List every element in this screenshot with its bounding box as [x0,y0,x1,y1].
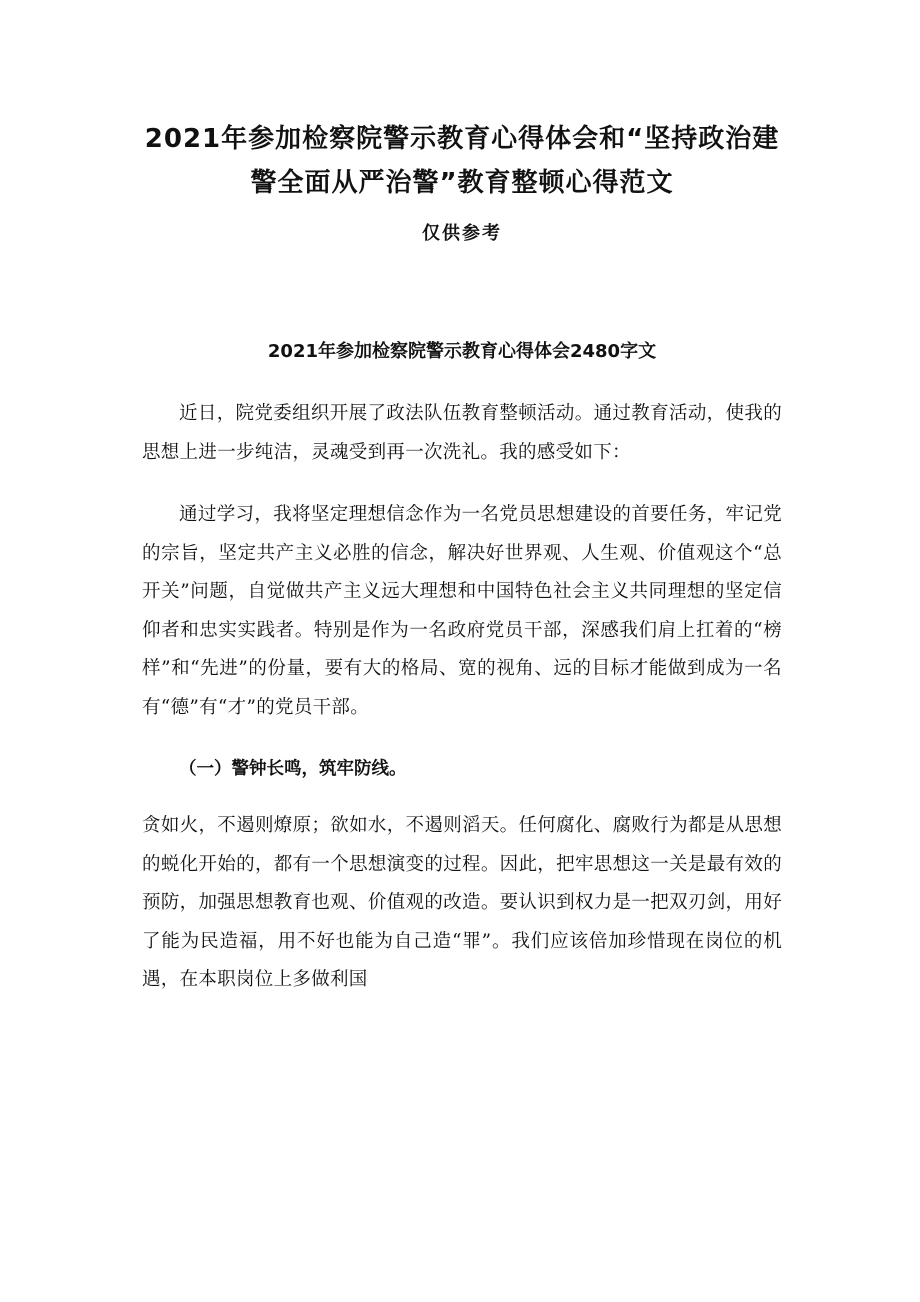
document-subtitle: 仅供参考 [422,223,502,244]
paragraph-study: 通过学习，我将坚定理想信念作为一名党员思想建设的首要任务，牢记党的宗旨，坚定共产主义必胜的信念，解决好世界观、人生观、价值观这个“总开关”问题，自觉做共产主义远大理想和中国特色社会主义共同理想的坚定信仰者和忠实实践者。特别是作为一名政府党员干部，深感我们肩上扛着的“榜样”和“先进”的份量，要有大的格局、宽的视角、远的目标才能做到成为一名有“德”有“才”的党员干部。 [142,504,782,718]
title-line-1: 2021年参加检察院警示教育心得体会和“坚持政治建 [144,124,780,154]
paragraph-intro: 近日，院党委组织开展了政法队伍教育整顿活动。通过教育活动，使我的思想上进一步纯洁，灵魂受到再一次洗礼。我的感受如下： [142,403,782,463]
subheading-alarm: （一）警钟长鸣，筑牢防线。 [179,759,407,779]
section-heading: 2021年参加检察院警示教育心得体会2480字文 [267,341,657,362]
title-line-2: 警全面从严治警”教育整顿心得范文 [250,168,674,198]
document-title [142,0,782,205]
paragraph-alarm: 贪如火，不遏则燎原；欲如水，不遏则滔天。任何腐化、腐败行为都是从思想的蜕化开始的，都有一个思想演变的过程。因此，把牢思想这一关是最有效的预防，加强思想教育也观、价值观的改造。要认识到权力是一把双刃剑，用好了能为民造福，用不好也能为自己造“罪”。我们应该倍加珍惜现在岗位的机遇，在本职岗位上多做利国 [142,815,782,990]
